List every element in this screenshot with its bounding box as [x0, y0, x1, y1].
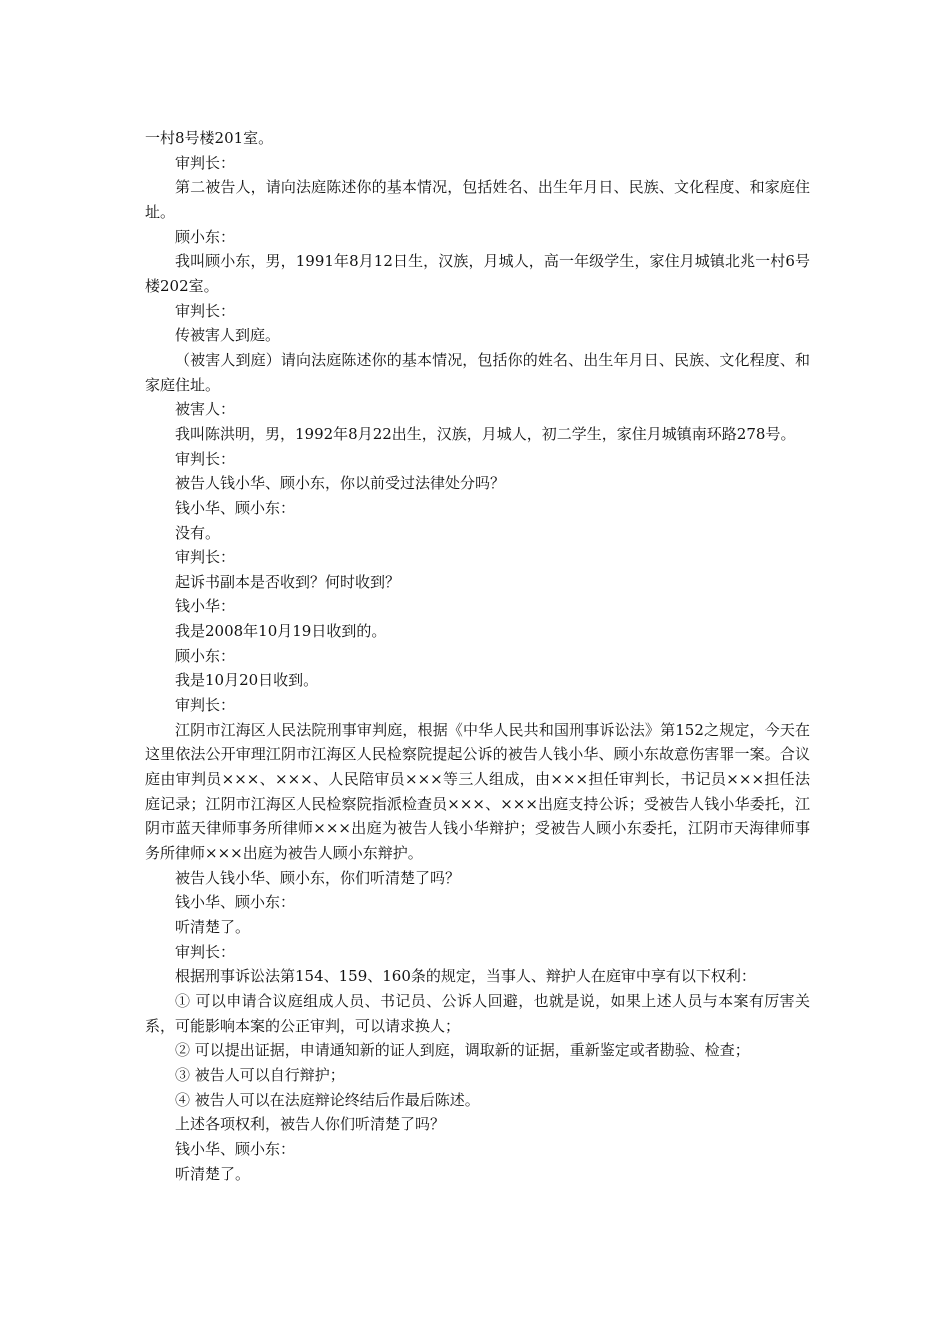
paragraph: 我是2008年10月19日收到的。 — [175, 622, 387, 641]
speaker-label: 被害人： — [175, 400, 236, 419]
paragraph: 第二被告人，请向法庭陈述你的基本情况，包括姓名、出生年月日、民族、文化程度、和家庭住址。 — [145, 178, 810, 221]
speaker-label: 审判长： — [175, 696, 236, 715]
paragraph: 我是10月20日收到。 — [175, 671, 319, 690]
list-item: ④ 被告人可以在法庭辩论终结后作最后陈述。 — [175, 1090, 480, 1109]
speaker-label: 钱小华、顾小东： — [175, 1139, 296, 1158]
speaker-label: 审判长： — [175, 942, 236, 961]
paragraph: 我叫顾小东，男，1991年8月12日生，汉族，月城人，高一年级学生，家住月城镇北兆一村6号楼202室。 — [145, 252, 810, 295]
speaker-label: 顾小东： — [175, 646, 236, 665]
speaker-label: 审判长： — [175, 153, 236, 172]
paragraph: 根据刑事诉讼法第154、159、160条的规定，当事人、辩护人在庭审中享有以下权利： — [175, 967, 756, 986]
paragraph: （被害人到庭）请向法庭陈述你的基本情况，包括你的姓名、出生年月日、民族、文化程度、和家庭住址。 — [145, 350, 810, 394]
paragraph: 传被害人到庭。 — [175, 326, 281, 345]
speaker-label: 钱小华、顾小东： — [175, 893, 296, 912]
paragraph: 被告人钱小华、顾小东，你们听清楚了吗？ — [175, 868, 461, 887]
speaker-label: 审判长： — [175, 548, 236, 567]
document-body — [145, 126, 810, 1186]
paragraph: 没有。 — [175, 523, 221, 542]
paragraph: 起诉书副本是否收到？何时收到？ — [175, 572, 401, 591]
paragraph: 被告人钱小华、顾小东，你以前受过法律处分吗？ — [175, 474, 506, 493]
paragraph: 我叫陈洪明，男，1992年8月22出生，汉族，月城人，初二学生，家住月城镇南环路278号。 — [175, 424, 796, 443]
speaker-label: 审判长： — [175, 301, 236, 320]
speaker-label: 顾小东： — [175, 227, 236, 246]
list-item: ② 可以提出证据，申请通知新的证人到庭，调取新的证据，重新鉴定或者勘验、检查； — [175, 1041, 750, 1060]
list-item: ① 可以申请合议庭组成人员、书记员、公诉人回避，也就是说，如果上述人员与本案有厉害关系，可能影响本案的公正审判，可以请求换人； — [145, 991, 810, 1035]
speaker-label: 审判长： — [175, 449, 236, 468]
paragraph: 江阴市江海区人民法院刑事审判庭，根据《中华人民共和国刑事诉讼法》第152之规定，今天在这里依法公开审理江阴市江海区人民检察院提起公诉的被告人钱小华、顾小东故意伤害罪一案。合议庭由审判员×××、×××、人民陪审员×××等三人组成，由×××担任审判长，书记员×××担任法庭记录；江阴市江海区人民检察院指派检查员×××、×××出庭支持公诉；受被告人钱小华委托，江阴市蓝天律师事务所律师×××出庭为被告人钱小华辩护；受被告人顾小东委托，江阴市天海律师事务所律师×××出庭为被告人顾小东辩护。 — [145, 720, 810, 863]
speaker-label: 钱小华、顾小东： — [175, 498, 296, 517]
list-item: ③ 被告人可以自行辩护； — [175, 1065, 345, 1084]
paragraph: 上述各项权利，被告人你们听清楚了吗？ — [175, 1115, 446, 1134]
paragraph: 一村8号楼201室。 — [145, 129, 274, 147]
speaker-label: 钱小华： — [175, 597, 236, 616]
paragraph: 听清楚了。 — [175, 1164, 251, 1183]
paragraph: 听清楚了。 — [175, 918, 251, 936]
